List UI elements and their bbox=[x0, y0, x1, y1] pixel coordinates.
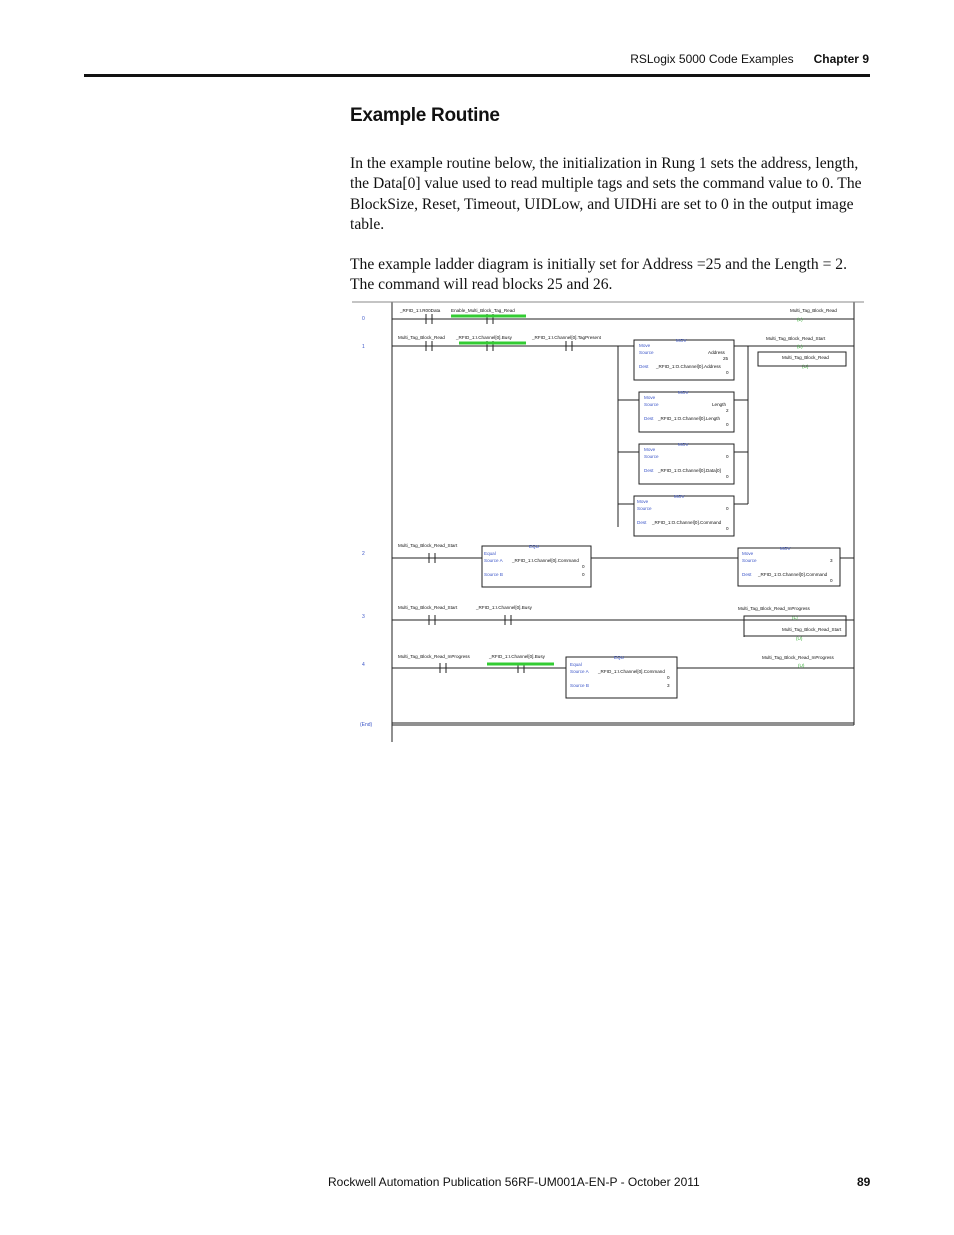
mov-dest-tag: _RFID_1:O.Channel[0].Command bbox=[652, 520, 722, 525]
mov-dest-value: 0 bbox=[726, 370, 729, 375]
mov-source-value: 2 bbox=[726, 408, 729, 413]
mov-source-label: Source bbox=[644, 454, 659, 459]
contact-label: _RFID_1:I.Channel[0].Busy bbox=[476, 605, 532, 610]
paragraph-1: In the example routine below, the initialization in Rung 1 sets the address, length, the Data[0] value used to read multiple tags and sets the command value to 0. The BlockSize, Reset, Timeout, UIDLow, and UIDHi are set to 0 in the output image table. bbox=[350, 155, 862, 233]
contact-label: _RFID_1:I.R00Data bbox=[400, 308, 441, 313]
equ-source-b-value: 0 bbox=[582, 572, 585, 577]
section-title: Example Routine bbox=[350, 105, 500, 126]
mov-move-label: Move bbox=[742, 551, 754, 556]
contact-label: Multi_Tag_Block_Read_Start bbox=[398, 543, 458, 548]
equ-source-b-label: Source B bbox=[484, 572, 503, 577]
mov-dest-tag: _RFID_1:O.Channel[0].Data[0] bbox=[658, 468, 721, 473]
mov-source-label: Source bbox=[644, 402, 659, 407]
coil-symbol: (U) bbox=[802, 364, 809, 369]
mov-dest-tag: _RFID_1:O.Channel[0].Address bbox=[656, 364, 721, 369]
footer-publication: Rockwell Automation Publication 56RF-UM001A-EN-P - October 2011 bbox=[328, 1175, 700, 1189]
mov-dest-label: Dest bbox=[637, 520, 647, 525]
mov-source-label: Source bbox=[742, 558, 757, 563]
coil-symbol: (L) bbox=[797, 344, 803, 349]
equ-source-a-tag: _RFID_1:I.Channel[0].Command bbox=[598, 669, 665, 674]
rung-number: 1 bbox=[362, 344, 365, 350]
equ-source-a-label: Source A bbox=[484, 558, 503, 563]
rung-number: 2 bbox=[362, 551, 365, 557]
mov-dest-label: Dest bbox=[644, 468, 654, 473]
running-header bbox=[630, 52, 869, 66]
mov-dest-tag: _RFID_1:O.Channel[0].Length bbox=[658, 416, 721, 421]
mov-dest-label: Dest bbox=[639, 364, 649, 369]
mov-dest-label: Dest bbox=[742, 572, 752, 577]
mov-source-value: 0 bbox=[726, 454, 729, 459]
contact-label: _RFID_1:I.Channel[0].Busy bbox=[456, 335, 512, 340]
header-chapter: Chapter 9 bbox=[813, 52, 869, 66]
rung-number: (End) bbox=[360, 722, 373, 728]
contact-label: _RFID_1:I.Channel[0].TagPresent bbox=[532, 335, 601, 340]
coil-label: Multi_Tag_Block_Read_Start bbox=[782, 627, 842, 632]
mov-source-label: Source bbox=[637, 506, 652, 511]
mov-source-value: 0 bbox=[726, 506, 729, 511]
equ-source-a-value: 0 bbox=[667, 675, 670, 680]
equ-equal-label: Equal bbox=[484, 551, 496, 556]
contact-label: Enable_Multi_Block_Tag_Read bbox=[451, 308, 515, 313]
mov-dest-label: Dest bbox=[644, 416, 654, 421]
mov-source-name: Length bbox=[712, 402, 727, 407]
rung-numbers bbox=[360, 316, 373, 728]
coil-label: Multi_Tag_Block_Read bbox=[782, 355, 829, 360]
equ-source-b-value: 3 bbox=[667, 683, 670, 688]
mov-title: MOV bbox=[674, 494, 685, 499]
mov-source-value: 3 bbox=[830, 558, 833, 563]
coil-label: Multi_Tag_Block_Read_InProgress bbox=[762, 655, 834, 660]
mov-dest-value: 0 bbox=[726, 526, 729, 531]
coil-symbol: (L) bbox=[792, 615, 798, 620]
mov-title: MOV bbox=[678, 390, 689, 395]
mov-dest-value: 0 bbox=[726, 422, 729, 427]
contact-label: Multi_Tag_Block_Read bbox=[398, 335, 445, 340]
mov-title: MOV bbox=[676, 338, 687, 343]
equ-source-a-tag: _RFID_1:I.Channel[0].Command bbox=[512, 558, 579, 563]
mov-title: MOV bbox=[780, 546, 791, 551]
mov-source-name: Address bbox=[708, 350, 725, 355]
rung-number: 4 bbox=[362, 662, 365, 668]
header-section: RSLogix 5000 Code Examples bbox=[630, 52, 794, 66]
mov-dest-value: 0 bbox=[726, 474, 729, 479]
mov-move-label: Move bbox=[637, 499, 649, 504]
equ-source-a-label: Source A bbox=[570, 669, 589, 674]
ladder-diagram bbox=[352, 300, 864, 745]
mov-source-label: Source bbox=[639, 350, 654, 355]
contact-label: _RFID_1:I.Channel[0].Busy bbox=[489, 654, 545, 659]
contact-label: Multi_Tag_Block_Read_Start bbox=[398, 605, 458, 610]
mov-dest-value: 0 bbox=[830, 578, 833, 583]
equ-title: EQU bbox=[614, 655, 624, 660]
coil-symbol: (U) bbox=[798, 663, 805, 668]
mov-move-label: Move bbox=[644, 395, 656, 400]
mov-source-value: 25 bbox=[723, 356, 729, 361]
mov-dest-tag: _RFID_1:O.Channel[0].Command bbox=[758, 572, 828, 577]
coil-symbol: (U) bbox=[796, 636, 803, 641]
coil-label: Multi_Tag_Block_Read_InProgress bbox=[738, 606, 810, 611]
rung-number: 0 bbox=[362, 316, 365, 322]
header-rule bbox=[84, 74, 870, 77]
coil-symbol: (L) bbox=[797, 317, 803, 322]
mov-move-label: Move bbox=[639, 343, 651, 348]
contact-label: Multi_Tag_Block_Read_InProgress bbox=[398, 654, 470, 659]
equ-title: EQU bbox=[529, 544, 539, 549]
equ-equal-label: Equal bbox=[570, 662, 582, 667]
equ-source-b-label: Source B bbox=[570, 683, 589, 688]
page-number: 89 bbox=[857, 1175, 871, 1189]
coil-label: Multi_Tag_Block_Read_Start bbox=[766, 336, 826, 341]
mov-title: MOV bbox=[678, 442, 689, 447]
paragraph-2: The example ladder diagram is initially set for Address =25 and the Length = 2. The command will read blocks 25 and 26. bbox=[350, 256, 847, 294]
coil-label: Multi_Tag_Block_Read bbox=[790, 308, 837, 313]
equ-source-a-value: 0 bbox=[582, 564, 585, 569]
mov-move-label: Move bbox=[644, 447, 656, 452]
rung-number: 3 bbox=[362, 614, 365, 620]
